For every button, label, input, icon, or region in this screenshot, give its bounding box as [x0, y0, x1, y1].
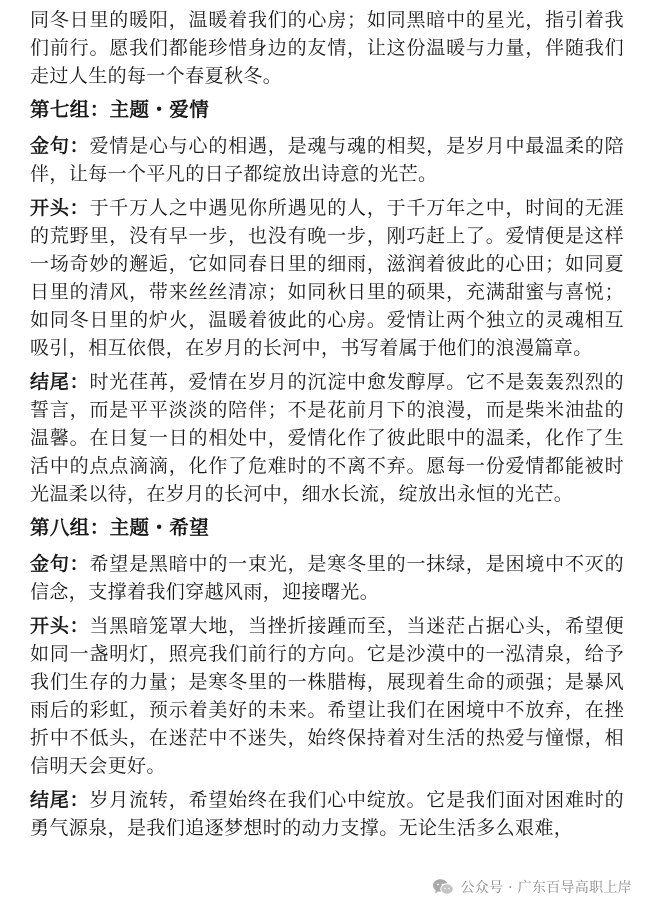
group7-ending-label: 结尾：	[30, 371, 90, 393]
group8-quote-paragraph	[30, 550, 624, 606]
group7-opening-paragraph	[30, 194, 624, 362]
group8-opening-label: 开头：	[30, 615, 90, 637]
group7-opening-label: 开头：	[30, 197, 90, 219]
group7-ending-paragraph	[30, 368, 624, 508]
watermark-text: 公众号 · 广东百导高职上岸	[460, 880, 632, 896]
group8-ending-label: 结尾：	[30, 789, 90, 811]
wechat-icon	[432, 878, 454, 896]
watermark	[432, 877, 632, 897]
intro-paragraph	[30, 0, 624, 90]
group7-opening-text: 于千万人之中遇见你所遇见的人，于千万年之中，时间的无涯的荒野里，没有早一步，也没有晚一步，刚巧赶上了。爱情便是这样一场奇妙的邂逅，它如同春日里的细雨，滋润着彼此的心田；如同夏日里的清风，带来丝丝清凉；如同秋日里的硕果，充满甜蜜与喜悦；如同冬日里的炉火，温暖着彼此的心房。爱情让两个独立的灵魂相互吸引，相互依偎，在岁月的长河中，书写着属于他们的浪漫篇章。	[30, 197, 624, 359]
group7-quote-label: 金句：	[30, 135, 90, 157]
group7-ending-text: 时光荏苒，爱情在岁月的沉淀中愈发醇厚。它不是轰轰烈烈的誓言，而是平平淡淡的陪伴；不是花前月下的浪漫，而是柴米油盐的温馨。在日复一日的相处中，爱情化作了彼此眼中的温柔，化作了生活中的点点滴滴，化作了危难时的不离不弃。愿每一份爱情都能被时光温柔以待，在岁月的长河中，细水长流，绽放出永恒的光芒。	[30, 371, 624, 505]
group8-quote-label: 金句：	[30, 553, 90, 575]
group8-opening-paragraph	[30, 612, 624, 780]
group7-heading: 第七组：主题・爱情	[30, 98, 210, 121]
intro-text: 同冬日里的暖阳，温暖着我们的心房；如同黑暗中的星光，指引着我们前行。愿我们都能珍惜身边的友情，让这份温暖与力量，伴随我们走过人生的每一个春夏秋冬。	[30, 9, 624, 87]
group8-quote-text: 希望是黑暗中的一束光，是寒冬里的一抹绿，是困境中不灭的信念，支撑着我们穿越风雨，迎接曙光。	[30, 553, 624, 603]
group8-ending-text: 岁月流转，希望始终在我们心中绽放。它是我们面对困难时的勇气源泉，是我们追逐梦想时的动力支撑。无论生活多么艰难，	[30, 789, 624, 839]
group8-heading: 第八组：主题・希望	[30, 516, 210, 539]
group8-opening-text: 当黑暗笼罩大地，当挫折接踵而至，当迷茫占据心头，希望便如同一盏明灯，照亮我们前行的方向。它是沙漠中的一泓清泉，给予我们生存的力量；是寒冬里的一株腊梅，展现着生命的顽强；是暴风雨后的彩虹，预示着美好的未来。希望让我们在困境中不放弃，在挫折中不低头，在迷茫中不迷失，始终保持着对生活的热爱与憧憬，相信明天会更好。	[30, 615, 624, 777]
group7-quote-text: 爱情是心与心的相遇，是魂与魂的相契，是岁月中最温柔的陪伴，让每一个平凡的日子都绽放出诗意的光芒。	[30, 135, 624, 185]
group8-ending-paragraph	[30, 786, 624, 842]
group7-quote-paragraph	[30, 132, 624, 188]
